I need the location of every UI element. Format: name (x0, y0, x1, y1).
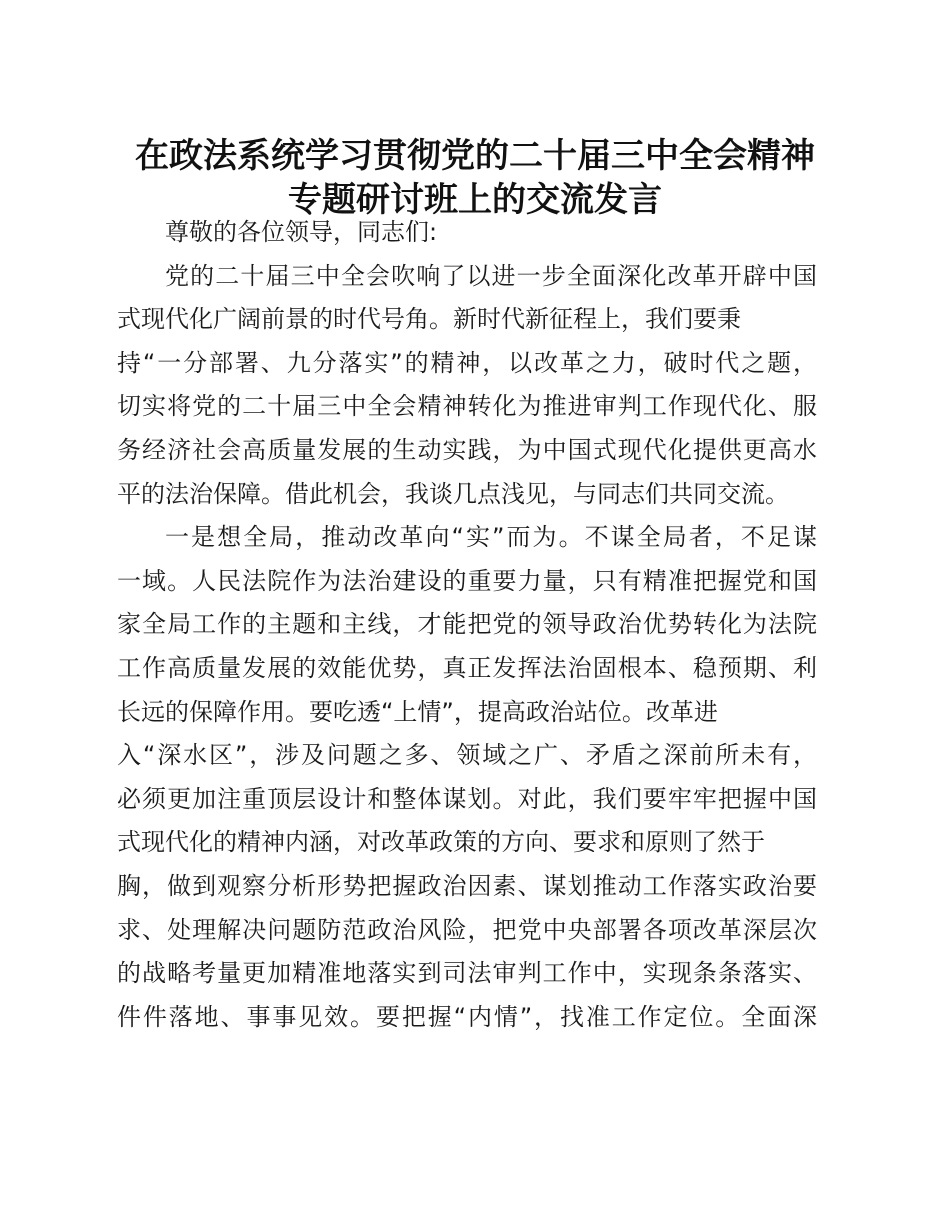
body-line: 式现代化的精神内涵，对改革政策的方向、要求和原则了然于 (117, 828, 765, 857)
body-line: 的战略考量更加精准地落实到司法审判工作中，实现条条落实、 (117, 959, 817, 988)
body-line: 一域。人民法院作为法治建设的重要力量，只有精准把握党和国 (117, 566, 817, 595)
body-line: 件件落地、事事见效。要把握“内情”，找准工作定位。全面深 (117, 1002, 817, 1031)
body-line: 切实将党的二十届三中全会精神转化为推进审判工作现代化、服 (117, 392, 817, 421)
document-title-line-2: 专题研讨班上的交流发言 (288, 180, 662, 220)
body-line: 家全局工作的主题和主线，才能把党的领导政治优势转化为法院 (117, 610, 817, 639)
document-body (117, 211, 817, 1039)
body-line: 必须更加注重顶层设计和整体谋划。对此，我们要牢牢把握中国 (117, 784, 817, 813)
body-line: 平的法治保障。借此机会，我谈几点浅见，与同志们共同交流。 (117, 479, 789, 508)
body-line: 式现代化广阔前景的时代号角。新时代新征程上，我们要秉 (117, 305, 741, 334)
body-line: 务经济社会高质量发展的生动实践，为中国式现代化提供更高水 (117, 435, 817, 464)
document-title-line-1: 在政法系统学习贯彻党的二十届三中全会精神 (135, 136, 815, 176)
body-line: 工作高质量发展的效能优势，真正发挥法治固根本、稳预期、利 (117, 653, 817, 682)
body-line: 党的二十届三中全会吹响了以进一步全面深化改革开辟中国 (165, 261, 817, 290)
body-line: 求、处理解决问题防范政治风险，把党中央部署各项改革深层次 (117, 915, 817, 944)
body-line: 胸，做到观察分析形势把握政治因素、谋划推动工作落实政治要 (117, 871, 817, 900)
body-line: 尊敬的各位领导，同志们: (165, 218, 438, 246)
body-line: 一是想全局，推动改革向“实”而为。不谋全局者，不足谋 (165, 523, 817, 552)
body-line: 入“深水区”，涉及问题之多、领域之广、矛盾之深前所未有， (117, 741, 817, 770)
body-line: 长远的保障作用。要吃透“上情”，提高政治站位。改革进 (117, 697, 718, 726)
body-line: 持“一分部署、九分落实”的精神，以改革之力，破时代之题， (117, 348, 817, 377)
